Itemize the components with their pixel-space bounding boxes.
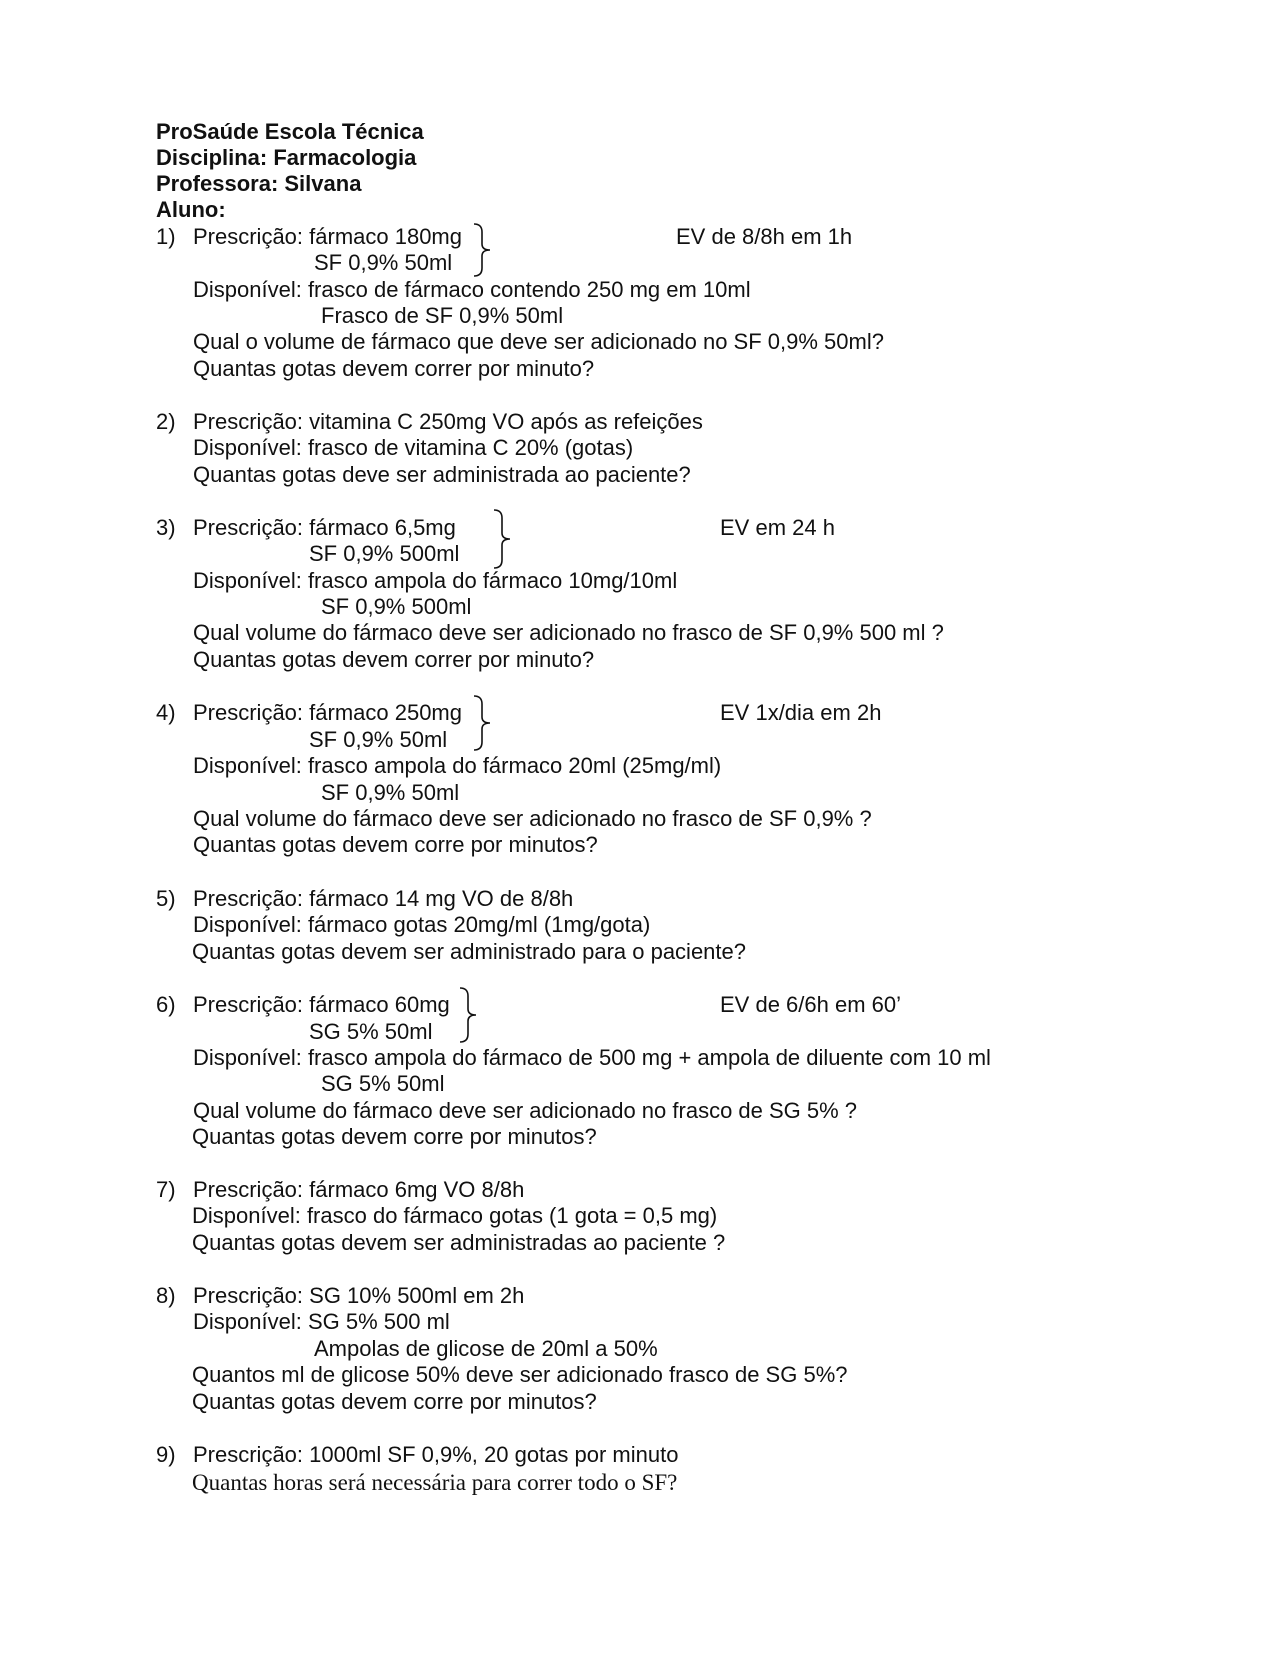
question-text: Quantas gotas devem correr por minuto? [193, 356, 595, 381]
question-text: Quantas gotas devem correr por minuto? [193, 647, 595, 672]
route-line: EV de 8/8h em 1h [676, 224, 853, 249]
question-number: 1) [156, 224, 176, 249]
available-solution: SG 5% 50ml [321, 1071, 445, 1096]
question-number: 9) [156, 1442, 176, 1467]
curly-brace-icon [472, 694, 498, 752]
question-number: 5) [156, 886, 176, 911]
available-solution: SF 0,9% 500ml [321, 594, 472, 619]
prescription-solution: SF 0,9% 50ml [314, 250, 453, 275]
prescription-line: Prescrição: fármaco 60mg [193, 992, 450, 1017]
discipline-line: Disciplina: Farmacologia [156, 145, 417, 170]
route-line: EV 1x/dia em 2h [720, 700, 882, 725]
available-solution: Ampolas de glicose de 20ml a 50% [314, 1336, 658, 1361]
question-text: Qual volume do fármaco deve ser adicionado no frasco de SF 0,9% ? [193, 806, 872, 831]
curly-brace-icon [472, 222, 498, 278]
available-solution: Frasco de SF 0,9% 50ml [321, 303, 564, 328]
prescription-solution: SG 5% 50ml [309, 1019, 433, 1044]
available-line: Disponível: frasco ampola do fármaco de 500 mg + ampola de diluente com 10 ml [193, 1045, 991, 1070]
available-line: Disponível: frasco ampola do fármaco 20ml (25mg/ml) [193, 753, 722, 778]
curly-brace-icon [458, 986, 484, 1044]
route-line: EV em 24 h [720, 515, 835, 540]
question-number: 4) [156, 700, 176, 725]
question-number: 7) [156, 1177, 176, 1202]
prescription-line: Prescrição: fármaco 180mg [193, 224, 462, 249]
question-text: Quantas gotas devem corre por minutos? [192, 1124, 597, 1149]
question-text: Quantas horas será necessária para correr todo o SF? [192, 1470, 678, 1495]
question-number: 2) [156, 409, 176, 434]
curly-brace-icon [492, 508, 518, 570]
question-text: Qual o volume de fármaco que deve ser adicionado no SF 0,9% 50ml? [193, 329, 884, 354]
available-solution: SF 0,9% 50ml [321, 780, 460, 805]
prescription-solution: SF 0,9% 50ml [309, 727, 448, 752]
available-line: Disponível: frasco de vitamina C 20% (gotas) [193, 435, 634, 460]
prescription-line: Prescrição: fármaco 250mg [193, 700, 462, 725]
question-text: Qual volume do fármaco deve ser adicionado no frasco de SG 5% ? [193, 1098, 858, 1123]
question-number: 8) [156, 1283, 176, 1308]
prescription-line: Prescrição: vitamina C 250mg VO após as refeições [193, 409, 703, 434]
available-line: Disponível: frasco ampola do fármaco 10mg/10ml [193, 568, 678, 593]
question-text: Quantas gotas devem corre por minutos? [193, 832, 598, 857]
question-text: Quantas gotas deve ser administrada ao paciente? [193, 462, 691, 487]
prescription-line: Prescrição: 1000ml SF 0,9%, 20 gotas por minuto [193, 1442, 679, 1467]
school-name: ProSaúde Escola Técnica [156, 119, 424, 144]
question-number: 6) [156, 992, 176, 1017]
question-text: Quantas gotas devem ser administrado para o paciente? [192, 939, 746, 964]
available-line: Disponível: fármaco gotas 20mg/ml (1mg/gota) [193, 912, 651, 937]
prescription-line: Prescrição: fármaco 6,5mg [193, 515, 456, 540]
prescription-solution: SF 0,9% 500ml [309, 541, 460, 566]
question-text: Qual volume do fármaco deve ser adicionado no frasco de SF 0,9% 500 ml ? [193, 620, 944, 645]
route-line: EV de 6/6h em 60’ [720, 992, 902, 1017]
available-line: Disponível: SG 5% 500 ml [193, 1309, 450, 1334]
prescription-line: Prescrição: fármaco 6mg VO 8/8h [193, 1177, 525, 1202]
prescription-line: Prescrição: fármaco 14 mg VO de 8/8h [193, 886, 574, 911]
student-line: Aluno: [156, 197, 226, 222]
question-text: Quantas gotas devem corre por minutos? [192, 1389, 597, 1414]
question-text: Quantos ml de glicose 50% deve ser adicionado frasco de SG 5%? [192, 1362, 848, 1387]
prescription-line: Prescrição: SG 10% 500ml em 2h [193, 1283, 525, 1308]
available-line: Disponível: frasco de fármaco contendo 250 mg em 10ml [193, 277, 751, 302]
question-text: Quantas gotas devem ser administradas ao paciente ? [192, 1230, 726, 1255]
available-line: Disponível: frasco do fármaco gotas (1 gota = 0,5 mg) [192, 1203, 718, 1228]
teacher-line: Professora: Silvana [156, 171, 362, 196]
question-number: 3) [156, 515, 176, 540]
